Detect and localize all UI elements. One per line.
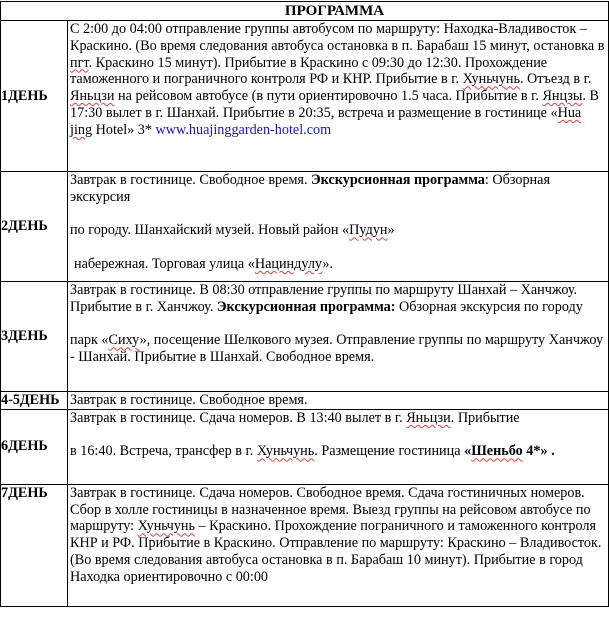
day-description: Завтрак в гостинице. Свободное время. [68, 392, 609, 410]
day-description: Завтрак в гостинице. Сдача номеров. Свободное время. Сдача гостиничных номеров. Сбор в холле гостиницы в назначенное время. Выезд группы на рейсовом автобусе по маршруту: Хуньчунь – Краскино. Прохождение пограничного и таможенного контроля КНР и РФ. Прибытие в Краскино. Отправление по маршруту: Краскино – Владивосток. (Во время следования автобуса остановка в п. Барабаш 10 минут). Прибытие в город Находка ориентировочно с 00:00 [68, 484, 609, 606]
program-title: ПРОГРАММА [1, 2, 609, 21]
table-row [1, 172, 609, 282]
day-label: 1ДЕНЬ [1, 21, 68, 172]
day-description: Завтрак в гостинице. Сдача номеров. В 13:40 вылет в г. Яньцзи. Прибытие в 16:40. Встреча, трансфер в г. Хуньчунь. Размещение гостиница «Шеньбо 4*» . [68, 409, 609, 484]
day-label: 4-5ДЕНЬ [1, 392, 68, 410]
table-row [1, 21, 609, 172]
table-row [1, 409, 609, 484]
day-description: Завтрак в гостинице. В 08:30 отправление группы по маршруту Шанхай – Ханчжоу. Прибытие в г. Ханчжоу. Экскурсионная программа: Обзорная экскурсия по городу парк «Сиху», посещение Шелкового музея. Отправление группы по маршруту Ханчжоу - Шанхай. Прибытие в Шанхай. Свободное время. [68, 282, 609, 392]
day-label: 7ДЕНЬ [1, 484, 68, 606]
table-row [1, 392, 609, 410]
day-label: 6ДЕНЬ [1, 409, 68, 484]
hotel-website-link[interactable]: www.huajinggarden-hotel.com [155, 121, 332, 138]
day-description: С 2:00 до 04:00 отправление группы автобусом по маршруту: Находка-Владивосток – Краскино. (Во время следования автобуса остановка в п. Барабаш 15 минут, остановка в пгт. Краскино 15 минут). Прибытие в Краскино с 09:30 до 12:30. Прохождение таможенного и пограничного контроля РФ и КНР. Прибытие в г. Хуньчунь. Отъезд в г. Яньцзи на рейсовом автобусе (в пути ориентировочно 1.5 часа. Прибытие в г. Янцзы. В 17:30 вылет в г. Шанхай. Прибытие в 20:35, встреча и размещение в гостинице «Hua jing Hotel» 3* www.huajinggarden-hotel.com [68, 21, 609, 172]
table-header-row [1, 2, 609, 21]
day-label: 2ДЕНЬ [1, 172, 68, 282]
table-row [1, 484, 609, 606]
program-table [0, 1, 609, 607]
day-label: 3ДЕНЬ [1, 282, 68, 392]
table-row [1, 282, 609, 392]
day-description: Завтрак в гостинице. Свободное время. Экскурсионная программа: Обзорная экскурсия по городу. Шанхайский музей. Новый район «Пудун» набережная. Торговая улица «Нациндулу». [68, 172, 609, 282]
